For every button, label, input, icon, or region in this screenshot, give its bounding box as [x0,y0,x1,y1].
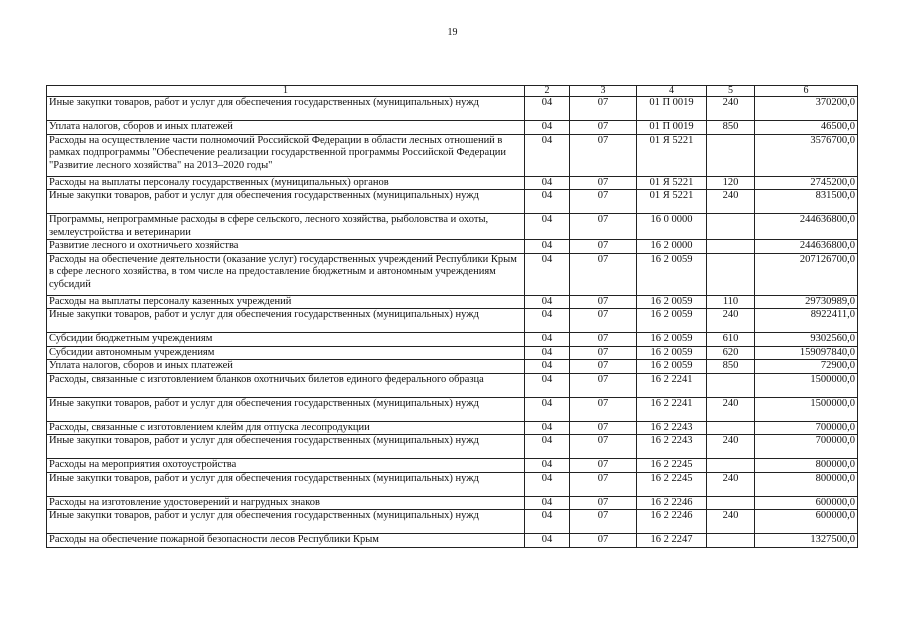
row-expense-type: 110 [707,295,755,309]
table-row [47,360,858,374]
row-amount: 9302560,0 [755,333,858,347]
column-header-amount: 6 [755,86,858,97]
row-subsection-code: 07 [570,333,637,347]
row-section-code: 04 [525,253,570,295]
row-subsection-code: 07 [570,435,637,459]
row-expense-type: 120 [707,176,755,190]
row-description: Иные закупки товаров, работ и услуг для обеспечения государственных (муниципальных) нужд [47,309,525,333]
table-row [47,496,858,510]
row-description: Расходы, связанные с изготовлением клейм для отпуска лесопродукции [47,421,525,435]
row-section-code: 04 [525,134,570,176]
row-description: Расходы на выплаты персоналу казенных учреждений [47,295,525,309]
row-amount: 1500000,0 [755,373,858,397]
row-section-code: 04 [525,360,570,374]
row-amount: 370200,0 [755,97,858,121]
row-subsection-code: 07 [570,134,637,176]
row-section-code: 04 [525,373,570,397]
row-section-code: 04 [525,397,570,421]
row-subsection-code: 07 [570,373,637,397]
row-description: Расходы на обеспечение деятельности (оказание услуг) государственных учреждений Республики Крым в сфере лесного хозяйства, в том числе на предоставление бюджетным и автономным учреждениям субсидий [47,253,525,295]
row-subsection-code: 07 [570,121,637,135]
table-row [47,240,858,254]
row-amount: 2745200,0 [755,176,858,190]
row-amount: 244636800,0 [755,214,858,240]
row-amount: 1500000,0 [755,397,858,421]
row-target-article: 16 2 2246 [637,510,707,534]
row-expense-type: 240 [707,510,755,534]
row-description: Расходы на изготовление удостоверений и нагрудных знаков [47,496,525,510]
row-amount: 207126700,0 [755,253,858,295]
row-section-code: 04 [525,295,570,309]
row-subsection-code: 07 [570,309,637,333]
table-row [47,472,858,496]
row-section-code: 04 [525,534,570,548]
row-description: Иные закупки товаров, работ и услуг для обеспечения государственных (муниципальных) нужд [47,397,525,421]
row-target-article: 16 0 0000 [637,214,707,240]
row-expense-type: 240 [707,97,755,121]
budget-table [46,85,858,548]
row-section-code: 04 [525,176,570,190]
row-subsection-code: 07 [570,421,637,435]
row-expense-type [707,421,755,435]
row-subsection-code: 07 [570,459,637,473]
row-expense-type: 850 [707,360,755,374]
row-expense-type: 240 [707,472,755,496]
row-section-code: 04 [525,510,570,534]
row-description: Расходы на обеспечение пожарной безопасности лесов Республики Крым [47,534,525,548]
table-row [47,459,858,473]
table-header-row [47,86,858,97]
row-target-article: 16 2 2243 [637,421,707,435]
row-expense-type [707,253,755,295]
row-target-article: 16 2 0059 [637,346,707,360]
table-row [47,435,858,459]
row-subsection-code: 07 [570,97,637,121]
row-target-article: 16 2 2241 [637,373,707,397]
row-amount: 800000,0 [755,459,858,473]
table-row [47,295,858,309]
row-description: Развитие лесного и охотничьего хозяйства [47,240,525,254]
row-expense-type [707,534,755,548]
row-description: Субсидии автономным учреждениям [47,346,525,360]
row-section-code: 04 [525,421,570,435]
row-section-code: 04 [525,121,570,135]
row-target-article: 01 Я 5221 [637,134,707,176]
row-subsection-code: 07 [570,496,637,510]
row-description: Уплата налогов, сборов и иных платежей [47,121,525,135]
row-expense-type [707,373,755,397]
row-section-code: 04 [525,214,570,240]
table-row [47,97,858,121]
table-row [47,176,858,190]
row-subsection-code: 07 [570,295,637,309]
row-amount: 3576700,0 [755,134,858,176]
row-target-article: 16 2 0000 [637,240,707,254]
row-description: Расходы на выплаты персоналу государственных (муниципальных) органов [47,176,525,190]
row-subsection-code: 07 [570,190,637,214]
row-section-code: 04 [525,472,570,496]
row-expense-type: 610 [707,333,755,347]
row-expense-type [707,459,755,473]
row-subsection-code: 07 [570,253,637,295]
row-description: Иные закупки товаров, работ и услуг для обеспечения государственных (муниципальных) нужд [47,190,525,214]
row-amount: 831500,0 [755,190,858,214]
row-section-code: 04 [525,435,570,459]
row-amount: 600000,0 [755,510,858,534]
row-description: Иные закупки товаров, работ и услуг для обеспечения государственных (муниципальных) нужд [47,472,525,496]
table-row [47,309,858,333]
row-amount: 8922411,0 [755,309,858,333]
row-description: Расходы, связанные с изготовлением бланков охотничьих билетов единого федерального образца [47,373,525,397]
row-description: Иные закупки товаров, работ и услуг для обеспечения государственных (муниципальных) нужд [47,97,525,121]
row-section-code: 04 [525,190,570,214]
row-expense-type: 850 [707,121,755,135]
row-target-article: 16 2 0059 [637,295,707,309]
row-target-article: 01 Я 5221 [637,190,707,214]
row-target-article: 16 2 2245 [637,459,707,473]
row-description: Уплата налогов, сборов и иных платежей [47,360,525,374]
row-amount: 1327500,0 [755,534,858,548]
column-header-subsection: 3 [570,86,637,97]
row-section-code: 04 [525,333,570,347]
row-subsection-code: 07 [570,510,637,534]
row-subsection-code: 07 [570,360,637,374]
column-header-section: 2 [525,86,570,97]
row-expense-type [707,134,755,176]
row-amount: 800000,0 [755,472,858,496]
row-target-article: 16 2 2243 [637,435,707,459]
row-amount: 600000,0 [755,496,858,510]
row-expense-type: 620 [707,346,755,360]
column-header-expense-type: 5 [707,86,755,97]
row-subsection-code: 07 [570,176,637,190]
row-expense-type: 240 [707,190,755,214]
row-subsection-code: 07 [570,240,637,254]
row-expense-type: 240 [707,309,755,333]
row-section-code: 04 [525,240,570,254]
row-subsection-code: 07 [570,397,637,421]
table-row [47,373,858,397]
row-amount: 159097840,0 [755,346,858,360]
row-section-code: 04 [525,97,570,121]
row-amount: 244636800,0 [755,240,858,254]
row-amount: 72900,0 [755,360,858,374]
row-target-article: 01 П 0019 [637,97,707,121]
row-description: Расходы на осуществление части полномочий Российской Федерации в области лесных отношений в рамках подпрограммы "Обеспечение реализации государственной программы Российской Федерации "Развитие лесного хозяйства" на 2013–2020 годы" [47,134,525,176]
row-target-article: 16 2 2246 [637,496,707,510]
row-target-article: 16 2 0059 [637,360,707,374]
table-row [47,333,858,347]
table-row [47,346,858,360]
row-section-code: 04 [525,346,570,360]
table-row [47,214,858,240]
row-amount: 46500,0 [755,121,858,135]
row-target-article: 16 2 2245 [637,472,707,496]
table-row [47,121,858,135]
row-subsection-code: 07 [570,534,637,548]
page-number: 19 [447,27,458,38]
row-section-code: 04 [525,459,570,473]
table-row [47,510,858,534]
row-expense-type: 240 [707,397,755,421]
row-expense-type [707,240,755,254]
row-section-code: 04 [525,496,570,510]
row-subsection-code: 07 [570,346,637,360]
table-row [47,534,858,548]
row-description: Расходы на мероприятия охотоустройства [47,459,525,473]
row-target-article: 01 П 0019 [637,121,707,135]
row-expense-type [707,214,755,240]
row-description: Субсидии бюджетным учреждениям [47,333,525,347]
row-expense-type: 240 [707,435,755,459]
row-target-article: 16 2 0059 [637,333,707,347]
row-section-code: 04 [525,309,570,333]
row-target-article: 16 2 0059 [637,253,707,295]
row-expense-type [707,496,755,510]
table-row [47,421,858,435]
table-row [47,397,858,421]
row-amount: 700000,0 [755,421,858,435]
row-amount: 29730989,0 [755,295,858,309]
row-target-article: 16 2 0059 [637,309,707,333]
row-target-article: 16 2 2241 [637,397,707,421]
table-row [47,253,858,295]
table-row [47,190,858,214]
row-target-article: 01 Я 5221 [637,176,707,190]
column-header-target-article: 4 [637,86,707,97]
row-subsection-code: 07 [570,472,637,496]
row-amount: 700000,0 [755,435,858,459]
column-header-description: 1 [47,86,525,97]
row-target-article: 16 2 2247 [637,534,707,548]
table-body [47,97,858,548]
table-row [47,134,858,176]
row-description: Иные закупки товаров, работ и услуг для обеспечения государственных (муниципальных) нужд [47,435,525,459]
row-subsection-code: 07 [570,214,637,240]
row-description: Программы, непрограммные расходы в сфере сельского, лесного хозяйства, рыболовства и охоты, землеустройства и ветеринарии [47,214,525,240]
row-description: Иные закупки товаров, работ и услуг для обеспечения государственных (муниципальных) нужд [47,510,525,534]
